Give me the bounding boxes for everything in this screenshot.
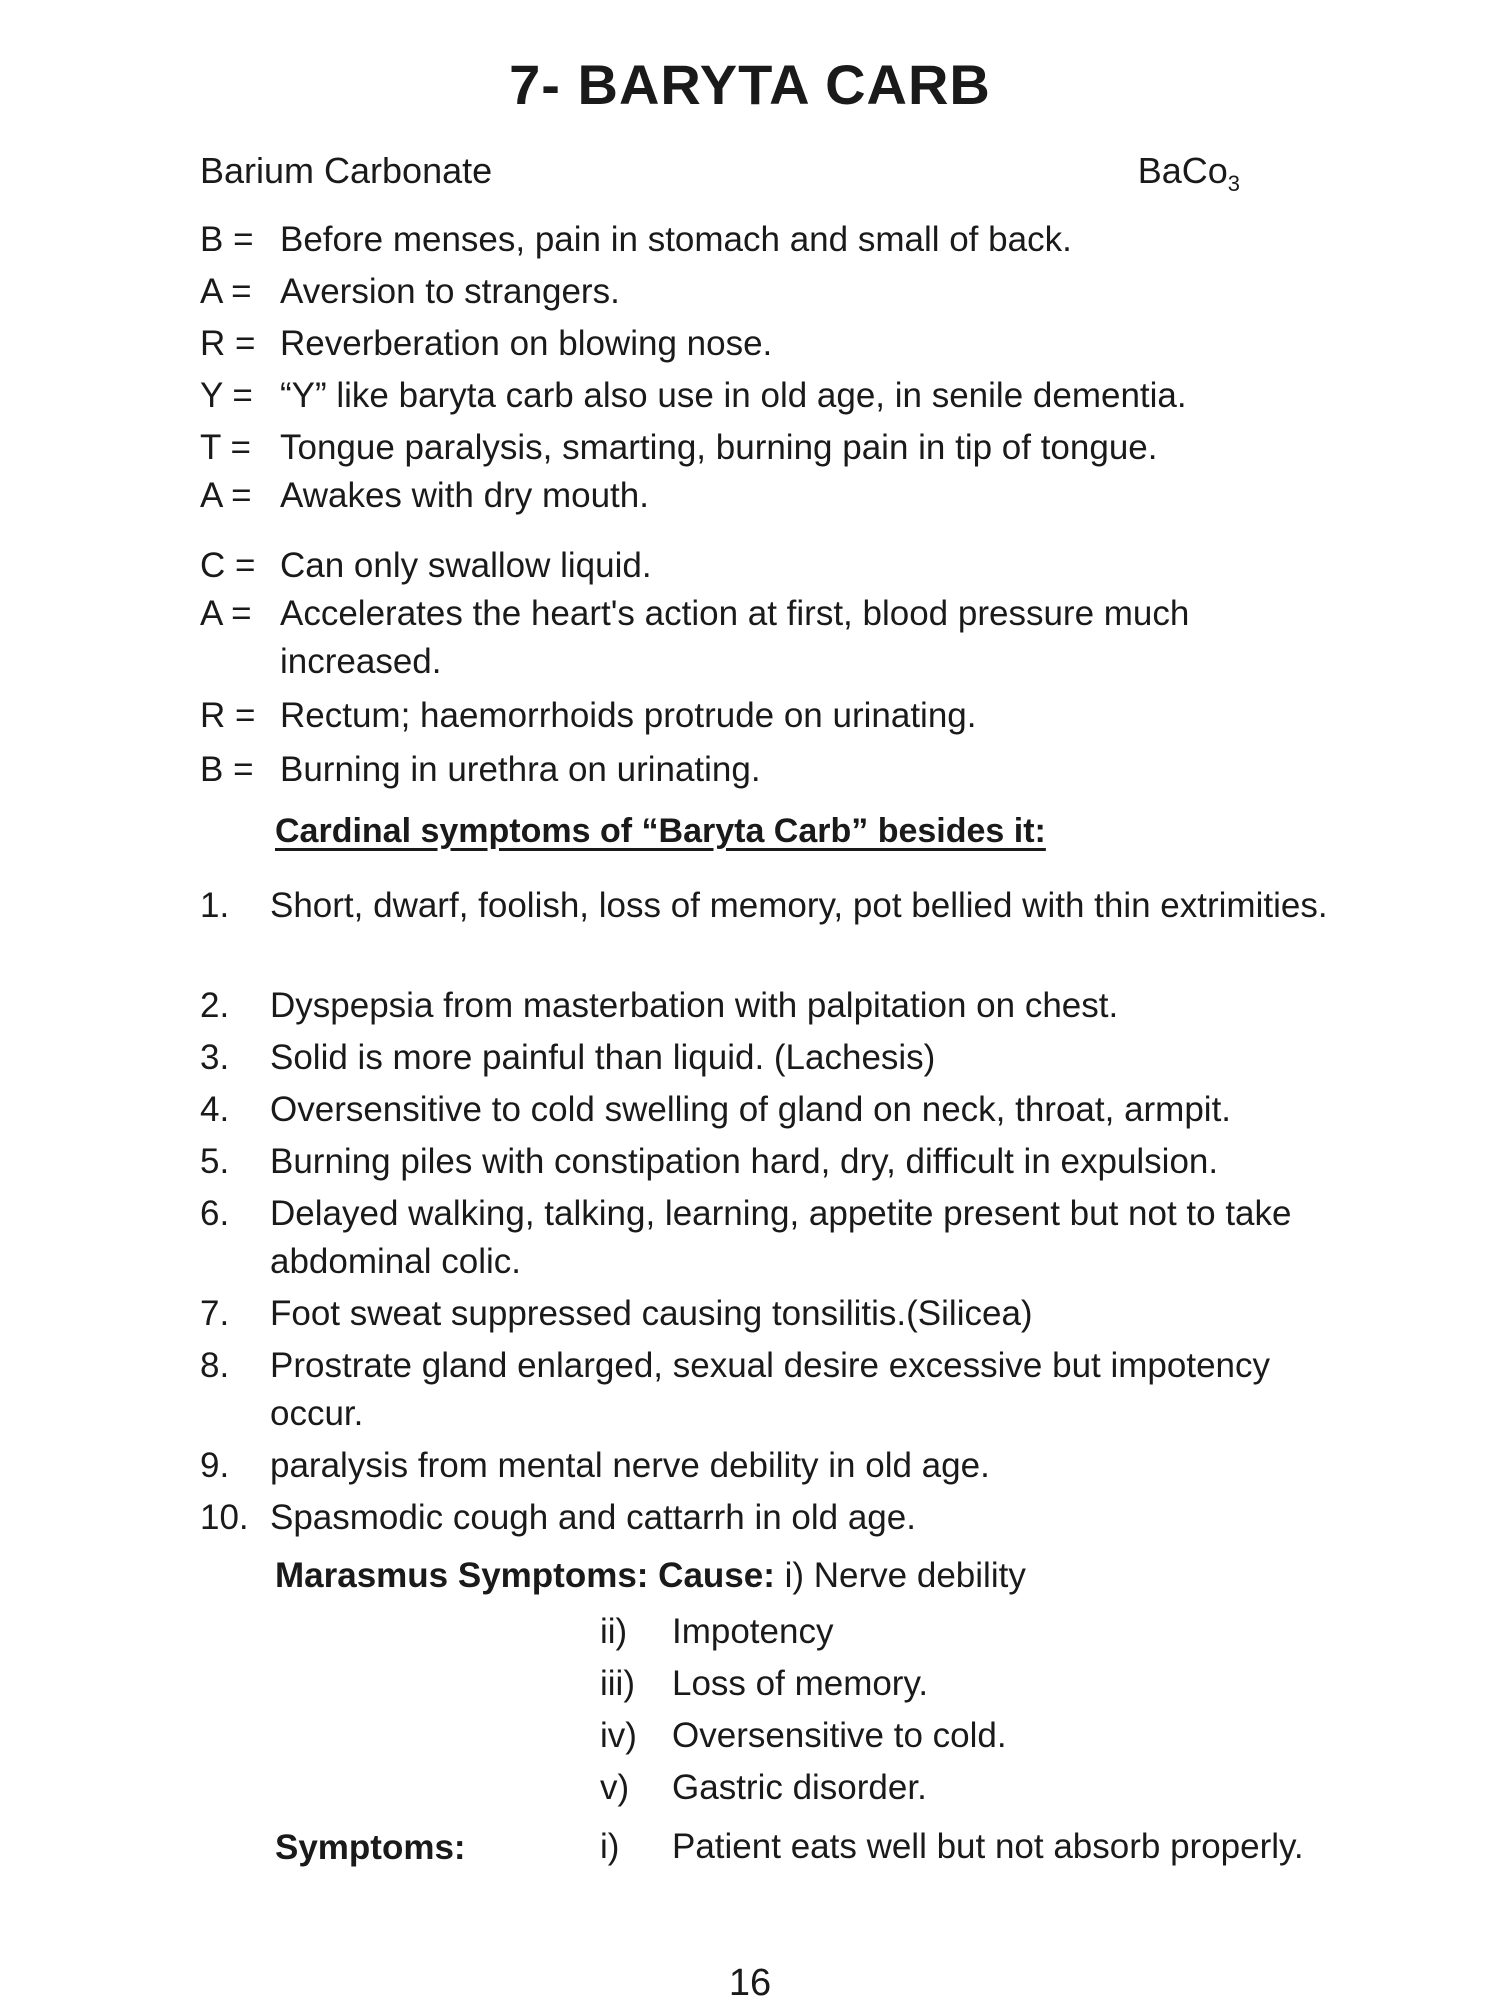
item-text: Dyspepsia from masterbation with palpitation on chest.: [270, 986, 1119, 1025]
mnemonic-item: [200, 372, 1330, 420]
item-text: Delayed walking, talking, learning, appetite present but not to take abdominal colic.: [270, 1194, 1292, 1281]
symptom-item: [600, 1822, 1330, 1872]
mnemonic-item: [200, 424, 1330, 472]
mnemonic-item: [200, 590, 1330, 686]
cardinal-heading: Cardinal symptoms of “Baryta Carb” besides it:: [275, 812, 1046, 850]
item-number: 7.: [200, 1294, 230, 1333]
cause-text: Impotency: [672, 1612, 834, 1651]
mnemonic-text: Tongue paralysis, smarting, burning pain in tip of tongue.: [280, 428, 1158, 467]
subtitle: Barium Carbonate: [200, 150, 493, 191]
cardinal-item: [200, 1290, 1330, 1338]
cause-item: [600, 1608, 1300, 1656]
item-text: paralysis from mental nerve debility in old age.: [270, 1446, 990, 1485]
mnemonic-letter: T =: [200, 428, 251, 467]
mnemonic-item: [200, 472, 1330, 520]
mnemonic-text: Before menses, pain in stomach and small of back.: [280, 220, 1072, 259]
mnemonic-letter: B =: [200, 750, 254, 789]
formula-base: BaCo: [1137, 150, 1228, 191]
marasmus-first-cause: i) Nerve debility: [784, 1556, 1026, 1595]
mnemonic-letter: B =: [200, 220, 254, 259]
page-title: 7- BARYTA CARB: [509, 53, 991, 116]
cause-roman: iii): [600, 1664, 635, 1703]
mnemonic-item: [200, 542, 1330, 590]
cardinal-item: [200, 1494, 1330, 1542]
symptoms-label: Symptoms:: [275, 1828, 466, 1867]
formula-subscript: 3: [1227, 171, 1240, 197]
cardinal-item: [200, 1442, 1330, 1490]
item-text: Solid is more painful than liquid. (Lachesis): [270, 1038, 936, 1077]
cardinal-item: [200, 1342, 1330, 1438]
mnemonic-letter: A =: [200, 594, 252, 633]
cause-roman: v): [600, 1768, 630, 1807]
item-text: Burning piles with constipation hard, dry, difficult in expulsion.: [270, 1142, 1219, 1181]
item-number: 5.: [200, 1142, 230, 1181]
page-number: 16: [728, 1962, 772, 2004]
item-text: Spasmodic cough and cattarrh in old age.: [270, 1498, 916, 1537]
mnemonic-text: Awakes with dry mouth.: [280, 476, 649, 515]
symptom-text: Patient eats well but not absorb properly.: [672, 1827, 1304, 1866]
mnemonic-letter: R =: [200, 324, 256, 363]
marasmus-label: Marasmus Symptoms: Cause:: [275, 1556, 775, 1595]
mnemonic-text: Can only swallow liquid.: [280, 546, 652, 585]
cardinal-item: [200, 1190, 1330, 1286]
mnemonic-item: [200, 216, 1330, 264]
item-number: 10.: [200, 1498, 249, 1537]
mnemonic-letter: A =: [200, 272, 252, 311]
symptom-roman: i): [600, 1827, 620, 1866]
cause-roman: ii): [600, 1612, 628, 1651]
item-number: 4.: [200, 1090, 230, 1129]
subtitle-row: [200, 150, 1240, 197]
mnemonic-item: [200, 320, 1330, 368]
marasmus-line: [275, 1556, 1026, 1596]
item-text: Prostrate gland enlarged, sexual desire excessive but impotency occur.: [270, 1346, 1270, 1433]
item-text: Oversensitive to cold swelling of gland on neck, throat, armpit.: [270, 1090, 1232, 1129]
cardinal-item: [200, 1086, 1330, 1134]
mnemonic-item: [200, 746, 1330, 794]
mnemonic-item: [200, 268, 1330, 316]
item-number: 6.: [200, 1194, 230, 1233]
cause-text: Loss of memory.: [672, 1664, 929, 1703]
item-number: 9.: [200, 1446, 230, 1485]
cause-text: Gastric disorder.: [672, 1768, 927, 1807]
item-number: 2.: [200, 986, 230, 1025]
mnemonic-text: Aversion to strangers.: [280, 272, 620, 311]
cardinal-item: [200, 1138, 1330, 1186]
mnemonic-letter: C =: [200, 546, 256, 585]
cause-item: [600, 1764, 1300, 1812]
mnemonic-letter: A =: [200, 476, 252, 515]
item-number: 3.: [200, 1038, 230, 1077]
mnemonic-text: Reverberation on blowing nose.: [280, 324, 773, 363]
cause-text: Oversensitive to cold.: [672, 1716, 1007, 1755]
mnemonic-letter: R =: [200, 696, 256, 735]
cause-item: [600, 1660, 1300, 1708]
mnemonic-text: Burning in urethra on urinating.: [280, 750, 761, 789]
cardinal-item: [200, 1034, 1330, 1082]
item-number: 1.: [200, 886, 230, 925]
item-number: 8.: [200, 1346, 230, 1385]
cause-item: [600, 1712, 1300, 1760]
mnemonic-letter: Y =: [200, 376, 253, 415]
cardinal-item: [200, 882, 1330, 930]
item-text: Short, dwarf, foolish, loss of memory, pot bellied with thin extrimities.: [270, 886, 1328, 925]
chemical-formula: [1138, 150, 1240, 197]
mnemonic-item: [200, 692, 1330, 740]
mnemonic-text: Rectum; haemorrhoids protrude on urinating.: [280, 696, 977, 735]
cause-roman: iv): [600, 1716, 637, 1755]
item-text: Foot sweat suppressed causing tonsilitis.(Silicea): [270, 1294, 1033, 1333]
mnemonic-text: “Y” like baryta carb also use in old age, in senile dementia.: [280, 376, 1187, 415]
cardinal-item: [200, 982, 1330, 1030]
mnemonic-text: Accelerates the heart's action at first, blood pressure much increased.: [280, 594, 1190, 681]
